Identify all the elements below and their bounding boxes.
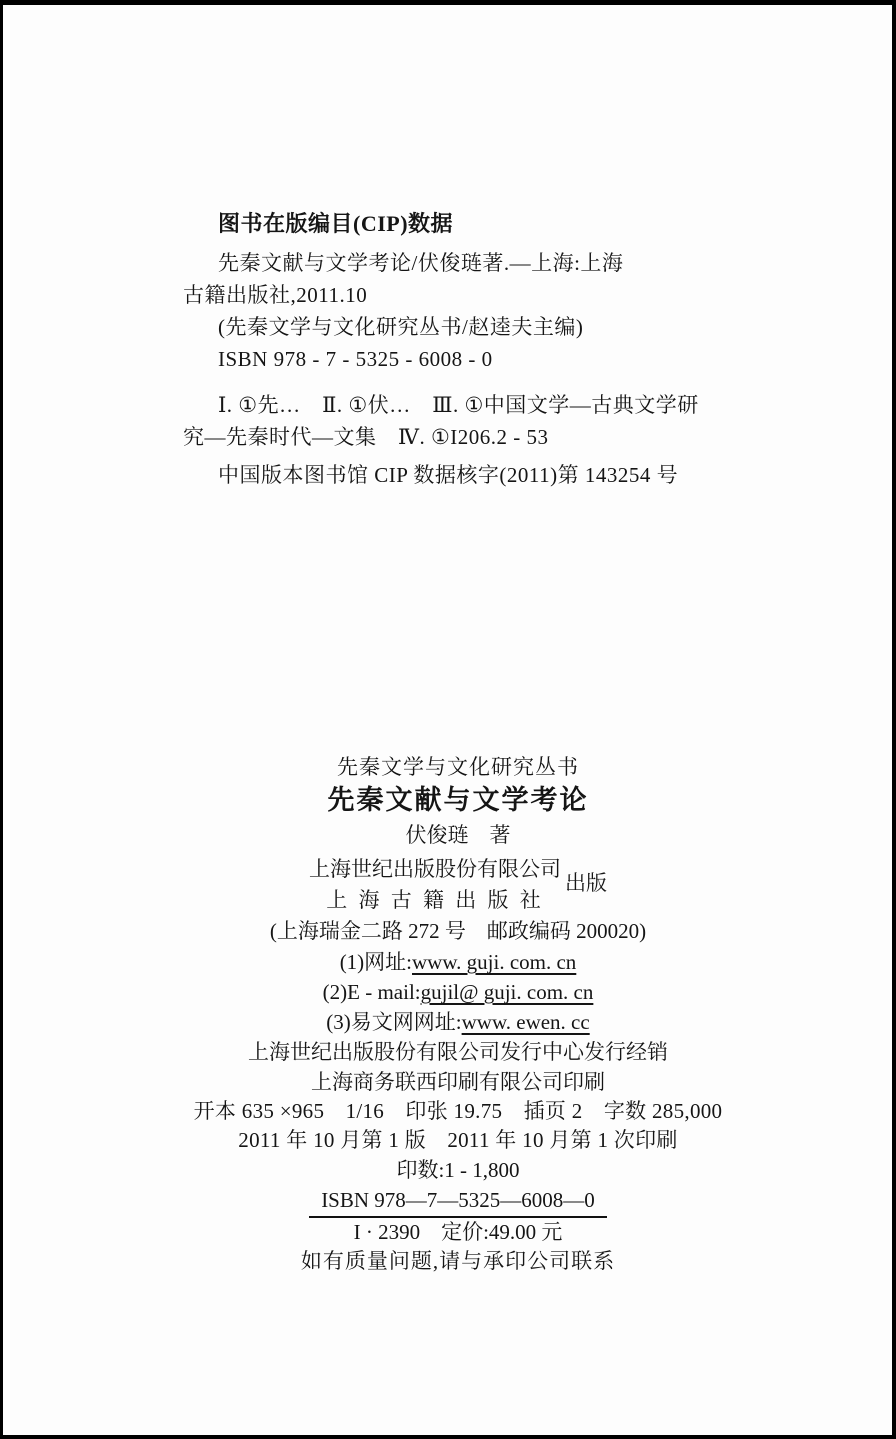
quality-notice: 如有质量问题,请与承印公司联系 [300, 1249, 616, 1273]
publisher-role-label: 出版 [565, 871, 607, 895]
ewen-website-url: www. ewen. cc [461, 1010, 590, 1034]
format-specs-line: 开本 635 ×965 1/16 印张 19.75 插页 2 字数 285,000 [193, 1099, 723, 1123]
isbn-row [40, 1185, 876, 1218]
cip-series-line: (先秦文学与文化研究丛书/赵逵夫主编) [218, 315, 584, 339]
series-title: 先秦文学与文化研究丛书 [337, 755, 579, 779]
book-title: 先秦文献与文学考论 [327, 785, 589, 815]
publisher-holding-company: 上海世纪出版股份有限公司 [309, 857, 561, 881]
cip-heading: 图书在版编目(CIP)数据 [218, 211, 454, 236]
website-line [40, 947, 876, 977]
scan-border-right [892, 0, 896, 1439]
cip-title-line-continued: 古籍出版社,2011.10 [183, 283, 368, 307]
publisher-press-name: 上 海 古 籍 出 版 社 [326, 888, 544, 912]
printer-line: 上海商务联西印刷有限公司印刷 [311, 1070, 605, 1094]
scan-border-left [0, 0, 3, 1439]
email-line [40, 977, 876, 1007]
cip-record-number: 中国版本图书馆 CIP 数据核字(2011)第 143254 号 [218, 463, 679, 487]
cip-classification-line1: Ⅰ. ①先… Ⅱ. ①伏… Ⅲ. ①中国文学—古典文学研 [218, 393, 699, 417]
website-url: www. guji. com. cn [412, 950, 577, 974]
distribution-line: 上海世纪出版股份有限公司发行中心发行经销 [248, 1040, 668, 1064]
cip-data-block [183, 208, 763, 491]
edition-line: 2011 年 10 月第 1 版 2011 年 10 月第 1 次印刷 [238, 1128, 678, 1152]
email-label: (2)E - mail: [322, 980, 421, 1004]
email-address: gujil@ guji. com. cn [420, 980, 594, 1004]
cip-isbn-line: ISBN 978 - 7 - 5325 - 6008 - 0 [218, 347, 493, 371]
publisher-imprint [40, 852, 876, 916]
scan-border-bottom [0, 1435, 896, 1439]
cip-classification-line2: 究—先秦时代—文集 Ⅳ. ①I206.2 - 53 [183, 425, 549, 449]
ewen-website-label: (3)易文网网址: [326, 1010, 462, 1034]
cip-title-line: 先秦文献与文学考论/伏俊琏著.—上海:上海 [218, 251, 624, 275]
scan-border-top [0, 0, 896, 5]
ewen-website-line [40, 1007, 876, 1037]
book-number-price-line: I · 2390 定价:49.00 元 [353, 1220, 563, 1244]
website-label: (1)网址: [339, 950, 413, 974]
publisher-address: (上海瑞金二路 272 号 邮政编码 200020) [269, 919, 647, 943]
isbn-number: ISBN 978—7—5325—6008—0 [309, 1187, 607, 1218]
colophon-block [40, 752, 876, 1276]
print-run-line: 印数:1 - 1,800 [396, 1158, 520, 1182]
author-line: 伏俊琏 著 [405, 823, 511, 847]
